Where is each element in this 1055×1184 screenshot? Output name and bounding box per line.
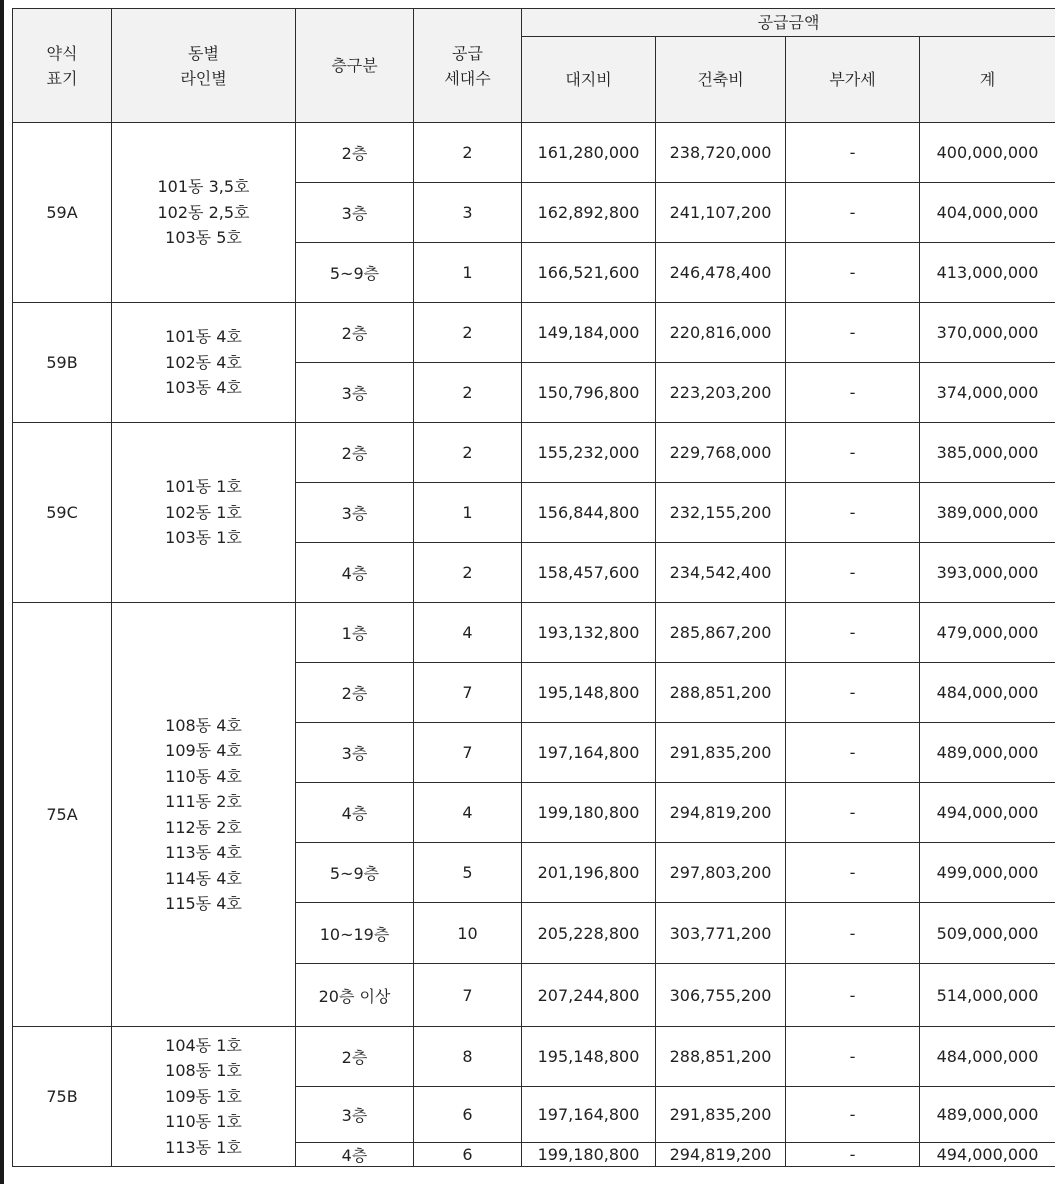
- dong-line: 101동 3,5호: [157, 177, 250, 197]
- floor-cell: 4층: [296, 783, 414, 843]
- build-cell: 306,755,200: [656, 964, 786, 1027]
- floor-cell: 5~9층: [296, 243, 414, 303]
- header-total: 계: [920, 37, 1055, 123]
- header-dong-line1: 동별: [188, 43, 219, 63]
- dong-cell: [112, 603, 296, 1027]
- build-cell: 297,803,200: [656, 843, 786, 903]
- floor-cell: 3층: [296, 1087, 414, 1143]
- header-type: [13, 9, 112, 123]
- units-cell: 7: [414, 723, 522, 783]
- dong-line: 110동 4호: [165, 766, 242, 786]
- land-cell: 155,232,000: [522, 423, 656, 483]
- units-cell: 8: [414, 1027, 522, 1087]
- dong-line: 103동 5호: [165, 228, 242, 248]
- total-cell: 385,000,000: [920, 423, 1055, 483]
- floor-cell: 10~19층: [296, 903, 414, 964]
- land-cell: 150,796,800: [522, 363, 656, 423]
- build-cell: 294,819,200: [656, 1143, 786, 1167]
- vat-cell: -: [786, 483, 920, 543]
- vat-cell: -: [786, 183, 920, 243]
- vat-cell: -: [786, 303, 920, 363]
- vat-cell: -: [786, 543, 920, 603]
- header-dong-line2: 라인별: [180, 68, 227, 88]
- dong-line: 115동 4호: [165, 894, 242, 913]
- header-units-line1: 공급: [452, 43, 483, 63]
- header-dong: [112, 9, 296, 123]
- units-cell: 1: [414, 483, 522, 543]
- floor-cell: 3층: [296, 723, 414, 783]
- total-cell: 514,000,000: [920, 964, 1055, 1027]
- header-vat: 부가세: [786, 37, 920, 123]
- total-cell: 370,000,000: [920, 303, 1055, 363]
- total-cell: 374,000,000: [920, 363, 1055, 423]
- land-cell: 149,184,000: [522, 303, 656, 363]
- units-cell: 5: [414, 843, 522, 903]
- total-cell: 484,000,000: [920, 1027, 1055, 1087]
- header-build: 건축비: [656, 37, 786, 123]
- vat-cell: -: [786, 843, 920, 903]
- units-cell: 2: [414, 543, 522, 603]
- total-cell: 509,000,000: [920, 903, 1055, 964]
- units-cell: 7: [414, 663, 522, 723]
- left-frame-border: [0, 0, 4, 1184]
- floor-cell: 3층: [296, 483, 414, 543]
- land-cell: 158,457,600: [522, 543, 656, 603]
- land-cell: 199,180,800: [522, 783, 656, 843]
- units-cell: 6: [414, 1087, 522, 1143]
- floor-cell: 20층 이상: [296, 964, 414, 1027]
- build-cell: 220,816,000: [656, 303, 786, 363]
- floor-cell: 2층: [296, 423, 414, 483]
- table-row: [13, 1027, 1055, 1087]
- total-cell: 484,000,000: [920, 663, 1055, 723]
- build-cell: 291,835,200: [656, 723, 786, 783]
- build-cell: 303,771,200: [656, 903, 786, 964]
- build-cell: 288,851,200: [656, 1027, 786, 1087]
- header-type-line2: 표기: [46, 68, 78, 88]
- build-cell: 223,203,200: [656, 363, 786, 423]
- vat-cell: -: [786, 1087, 920, 1143]
- dong-line: 101동 4호: [165, 327, 242, 347]
- dong-line: 109동 4호: [165, 741, 242, 760]
- land-cell: 207,244,800: [522, 964, 656, 1027]
- header-units-line2: 세대수: [444, 68, 491, 88]
- dong-line: 113동 1호: [165, 1137, 242, 1157]
- header-supply: 공급금액: [522, 9, 1055, 37]
- dong-line: 102동 2,5호: [157, 202, 250, 222]
- land-cell: 195,148,800: [522, 1027, 656, 1087]
- table-row: [13, 303, 1055, 363]
- dong-line: 108동 4호: [165, 715, 242, 735]
- build-cell: 294,819,200: [656, 783, 786, 843]
- land-cell: 166,521,600: [522, 243, 656, 303]
- units-cell: 2: [414, 303, 522, 363]
- floor-cell: 2층: [296, 663, 414, 723]
- floor-cell: 5~9층: [296, 843, 414, 903]
- build-cell: 229,768,000: [656, 423, 786, 483]
- build-cell: 241,107,200: [656, 183, 786, 243]
- vat-cell: -: [786, 663, 920, 723]
- dong-line: 104동 1호: [165, 1035, 242, 1055]
- build-cell: 246,478,400: [656, 243, 786, 303]
- land-cell: 199,180,800: [522, 1143, 656, 1167]
- total-cell: 389,000,000: [920, 483, 1055, 543]
- units-cell: 7: [414, 964, 522, 1027]
- table-row: [13, 603, 1055, 663]
- dong-line: 102동 1호: [165, 502, 242, 522]
- units-cell: 4: [414, 603, 522, 663]
- dong-line: 103동 1호: [165, 528, 242, 548]
- vat-cell: -: [786, 603, 920, 663]
- build-cell: 291,835,200: [656, 1087, 786, 1143]
- floor-cell: 4층: [296, 543, 414, 603]
- table-row: [13, 123, 1055, 183]
- land-cell: 162,892,800: [522, 183, 656, 243]
- header-land: 대지비: [522, 37, 656, 123]
- total-cell: 400,000,000: [920, 123, 1055, 183]
- floor-cell: 3층: [296, 183, 414, 243]
- table-body: [13, 123, 1055, 1167]
- vat-cell: -: [786, 1143, 920, 1167]
- floor-cell: 1층: [296, 603, 414, 663]
- dong-line: 108동 1호: [165, 1061, 242, 1081]
- land-cell: 201,196,800: [522, 843, 656, 903]
- units-cell: 10: [414, 903, 522, 964]
- floor-cell: 2층: [296, 123, 414, 183]
- dong-line: 110동 1호: [165, 1112, 242, 1132]
- total-cell: 489,000,000: [920, 723, 1055, 783]
- type-cell: 75A: [13, 603, 112, 1027]
- vat-cell: -: [786, 123, 920, 183]
- units-cell: 2: [414, 363, 522, 423]
- build-cell: 288,851,200: [656, 663, 786, 723]
- build-cell: 285,867,200: [656, 603, 786, 663]
- total-cell: 499,000,000: [920, 843, 1055, 903]
- units-cell: 6: [414, 1143, 522, 1167]
- dong-line: 111동 2호: [165, 792, 242, 811]
- type-cell: 59C: [13, 423, 112, 603]
- units-cell: 4: [414, 783, 522, 843]
- vat-cell: -: [786, 723, 920, 783]
- dong-line: 114동 4호: [165, 868, 242, 888]
- land-cell: 197,164,800: [522, 723, 656, 783]
- header-units: [414, 9, 522, 123]
- total-cell: 479,000,000: [920, 603, 1055, 663]
- vat-cell: -: [786, 363, 920, 423]
- dong-line: 109동 1호: [165, 1086, 242, 1106]
- table-header: [13, 9, 1055, 123]
- build-cell: 232,155,200: [656, 483, 786, 543]
- header-type-line1: 약식: [46, 43, 78, 63]
- land-cell: 156,844,800: [522, 483, 656, 543]
- dong-cell: [112, 423, 296, 603]
- total-cell: 413,000,000: [920, 243, 1055, 303]
- units-cell: 1: [414, 243, 522, 303]
- supply-price-table: [12, 8, 1055, 1167]
- dong-cell: [112, 123, 296, 303]
- header-floor: 층구분: [296, 9, 414, 123]
- type-cell: 59B: [13, 303, 112, 423]
- vat-cell: -: [786, 783, 920, 843]
- land-cell: 195,148,800: [522, 663, 656, 723]
- total-cell: 489,000,000: [920, 1087, 1055, 1143]
- land-cell: 193,132,800: [522, 603, 656, 663]
- land-cell: 197,164,800: [522, 1087, 656, 1143]
- units-cell: 2: [414, 123, 522, 183]
- units-cell: 3: [414, 183, 522, 243]
- floor-cell: 3층: [296, 363, 414, 423]
- vat-cell: -: [786, 903, 920, 964]
- dong-cell: [112, 1027, 296, 1167]
- total-cell: 494,000,000: [920, 783, 1055, 843]
- table-row: [13, 423, 1055, 483]
- total-cell: 494,000,000: [920, 1143, 1055, 1167]
- dong-line: 103동 4호: [165, 378, 242, 398]
- type-cell: 59A: [13, 123, 112, 303]
- type-cell: 75B: [13, 1027, 112, 1167]
- vat-cell: -: [786, 423, 920, 483]
- dong-line: 112동 2호: [165, 817, 242, 837]
- build-cell: 234,542,400: [656, 543, 786, 603]
- floor-cell: 2층: [296, 303, 414, 363]
- dong-line: 101동 1호: [165, 477, 242, 497]
- vat-cell: -: [786, 964, 920, 1027]
- units-cell: 2: [414, 423, 522, 483]
- vat-cell: -: [786, 243, 920, 303]
- dong-cell: [112, 303, 296, 423]
- dong-line: 113동 4호: [165, 843, 242, 862]
- dong-line: 102동 4호: [165, 352, 242, 372]
- build-cell: 238,720,000: [656, 123, 786, 183]
- floor-cell: 4층: [296, 1143, 414, 1167]
- land-cell: 205,228,800: [522, 903, 656, 964]
- total-cell: 393,000,000: [920, 543, 1055, 603]
- floor-cell: 2층: [296, 1027, 414, 1087]
- vat-cell: -: [786, 1027, 920, 1087]
- land-cell: 161,280,000: [522, 123, 656, 183]
- total-cell: 404,000,000: [920, 183, 1055, 243]
